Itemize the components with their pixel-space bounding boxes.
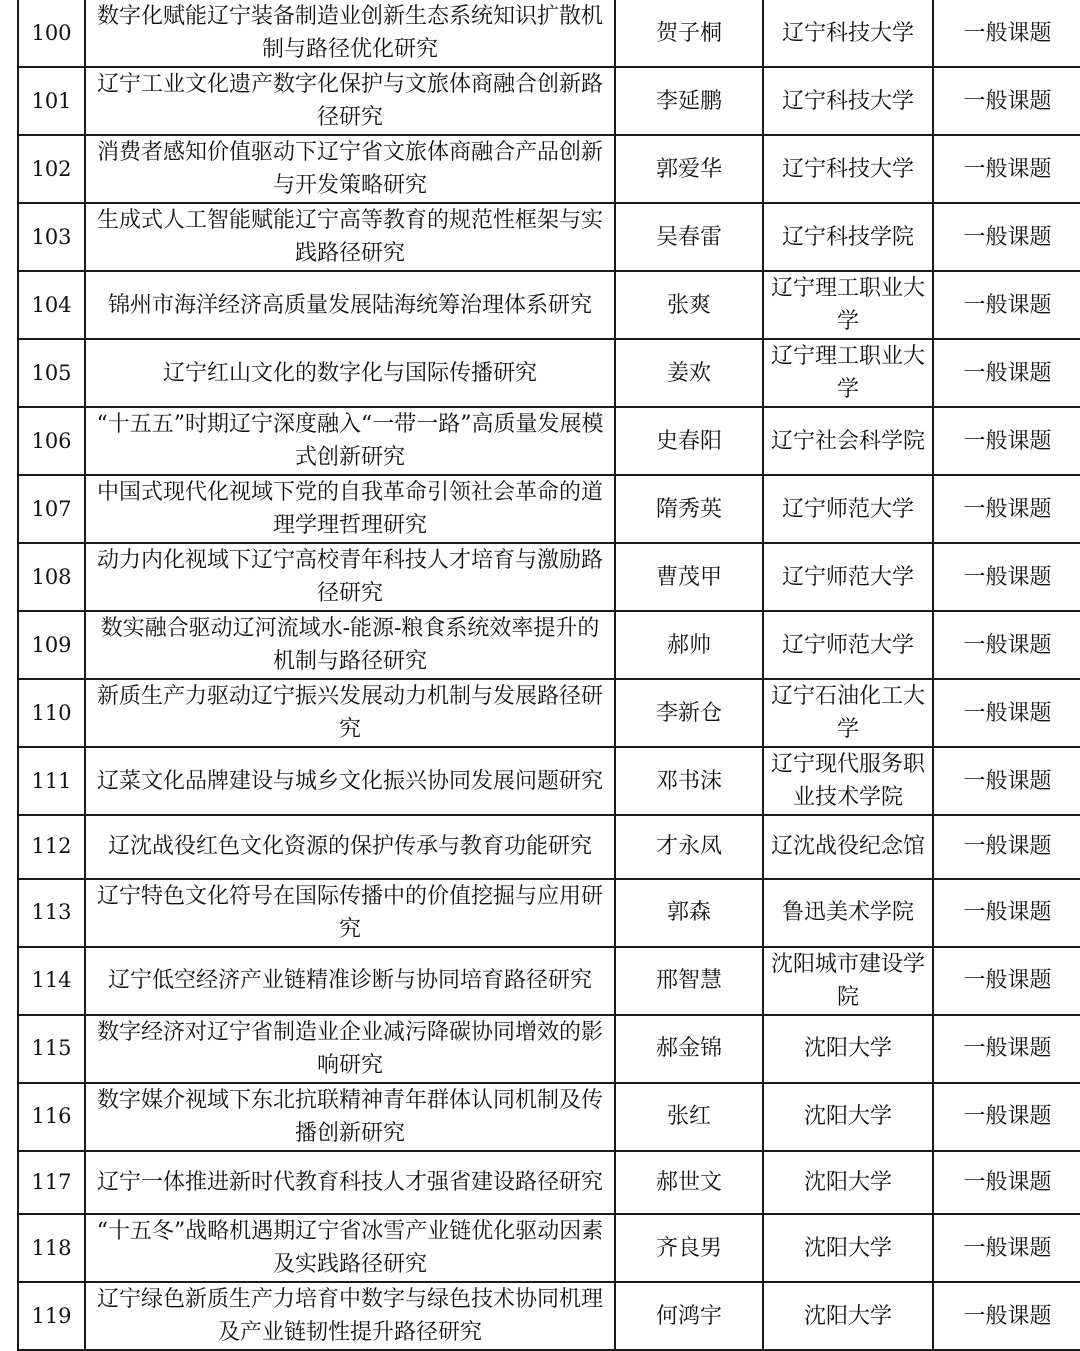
cell-number: 116 <box>18 1083 85 1151</box>
cell-leader-name: 史春阳 <box>615 407 763 475</box>
cell-number: 117 <box>18 1151 85 1215</box>
cell-number: 109 <box>18 611 85 679</box>
cell-institution: 辽宁理工职业大学 <box>763 339 933 407</box>
table-row <box>18 0 1080 67</box>
table-row <box>18 1282 1080 1350</box>
cell-number: 102 <box>18 135 85 203</box>
cell-number: 106 <box>18 407 85 475</box>
cell-leader-name: 吴春雷 <box>615 203 763 271</box>
cell-project-type: 一般课题 <box>933 1282 1080 1350</box>
cell-project-title: 数字经济对辽宁省制造业企业减污降碳协同增效的影响研究 <box>85 1015 615 1083</box>
cell-project-type: 一般课题 <box>933 747 1080 815</box>
cell-institution: 辽宁石油化工大学 <box>763 679 933 747</box>
cell-leader-name: 张红 <box>615 1083 763 1151</box>
cell-number: 107 <box>18 475 85 543</box>
table-row <box>18 475 1080 543</box>
cell-project-title: 辽菜文化品牌建设与城乡文化振兴协同发展问题研究 <box>85 747 615 815</box>
cell-leader-name: 贺子桐 <box>615 0 763 67</box>
cell-project-type: 一般课题 <box>933 879 1080 947</box>
cell-institution: 辽宁社会科学院 <box>763 407 933 475</box>
cell-institution: 辽沈战役纪念馆 <box>763 815 933 879</box>
table-row <box>18 1214 1080 1282</box>
cell-number: 108 <box>18 543 85 611</box>
cell-project-title: 辽宁低空经济产业链精准诊断与协同培育路径研究 <box>85 947 615 1015</box>
cell-project-type: 一般课题 <box>933 815 1080 879</box>
cell-institution: 辽宁师范大学 <box>763 475 933 543</box>
cell-project-title: 中国式现代化视域下党的自我革命引领社会革命的道理学理哲理研究 <box>85 475 615 543</box>
cell-project-type: 一般课题 <box>933 0 1080 67</box>
cell-number: 114 <box>18 947 85 1015</box>
cell-institution: 辽宁科技大学 <box>763 67 933 135</box>
cell-institution: 沈阳大学 <box>763 1015 933 1083</box>
cell-institution: 辽宁现代服务职业技术学院 <box>763 747 933 815</box>
cell-project-title: 辽宁特色文化符号在国际传播中的价值挖掘与应用研究 <box>85 879 615 947</box>
cell-project-title: 数字媒介视域下东北抗联精神青年群体认同机制及传播创新研究 <box>85 1083 615 1151</box>
cell-project-title: 辽宁工业文化遗产数字化保护与文旅体商融合创新路径研究 <box>85 67 615 135</box>
project-list-table-wrapper <box>17 0 1080 1351</box>
cell-institution: 辽宁科技大学 <box>763 135 933 203</box>
cell-institution: 辽宁理工职业大学 <box>763 271 933 339</box>
cell-project-type: 一般课题 <box>933 543 1080 611</box>
cell-project-title: 锦州市海洋经济高质量发展陆海统筹治理体系研究 <box>85 271 615 339</box>
cell-project-title: 辽沈战役红色文化资源的保护传承与教育功能研究 <box>85 815 615 879</box>
cell-project-title: “十五冬”战略机遇期辽宁省冰雪产业链优化驱动因素及实践路径研究 <box>85 1214 615 1282</box>
cell-institution: 沈阳大学 <box>763 1282 933 1350</box>
table-row <box>18 747 1080 815</box>
cell-project-type: 一般课题 <box>933 947 1080 1015</box>
cell-leader-name: 李延鹏 <box>615 67 763 135</box>
cell-project-type: 一般课题 <box>933 1083 1080 1151</box>
cell-leader-name: 姜欢 <box>615 339 763 407</box>
cell-leader-name: 张爽 <box>615 271 763 339</box>
table-row <box>18 1151 1080 1215</box>
table-row <box>18 1015 1080 1083</box>
cell-project-title: 数实融合驱动辽河流域水-能源-粮食系统效率提升的机制与路径研究 <box>85 611 615 679</box>
cell-project-title: 辽宁绿色新质生产力培育中数字与绿色技术协同机理及产业链韧性提升路径研究 <box>85 1282 615 1350</box>
cell-institution: 沈阳大学 <box>763 1151 933 1215</box>
cell-leader-name: 郝帅 <box>615 611 763 679</box>
cell-institution: 沈阳大学 <box>763 1214 933 1282</box>
table-row <box>18 879 1080 947</box>
cell-leader-name: 邢智慧 <box>615 947 763 1015</box>
cell-leader-name: 齐良男 <box>615 1214 763 1282</box>
cell-project-type: 一般课题 <box>933 1151 1080 1215</box>
cell-institution: 辽宁科技大学 <box>763 0 933 67</box>
cell-institution: 辽宁科技学院 <box>763 203 933 271</box>
cell-number: 104 <box>18 271 85 339</box>
cell-project-type: 一般课题 <box>933 135 1080 203</box>
table-row <box>18 543 1080 611</box>
cell-project-type: 一般课题 <box>933 1214 1080 1282</box>
cell-number: 113 <box>18 879 85 947</box>
table-row <box>18 271 1080 339</box>
cell-institution: 鲁迅美术学院 <box>763 879 933 947</box>
cell-leader-name: 邓书沫 <box>615 747 763 815</box>
table-row <box>18 611 1080 679</box>
cell-project-title: “十五五”时期辽宁深度融入“一带一路”高质量发展模式创新研究 <box>85 407 615 475</box>
cell-project-type: 一般课题 <box>933 679 1080 747</box>
cell-project-title: 生成式人工智能赋能辽宁高等教育的规范性框架与实践路径研究 <box>85 203 615 271</box>
cell-leader-name: 隋秀英 <box>615 475 763 543</box>
cell-number: 101 <box>18 67 85 135</box>
cell-leader-name: 郝金锦 <box>615 1015 763 1083</box>
cell-project-title: 消费者感知价值驱动下辽宁省文旅体商融合产品创新与开发策略研究 <box>85 135 615 203</box>
table-row <box>18 203 1080 271</box>
cell-project-type: 一般课题 <box>933 407 1080 475</box>
table-row <box>18 815 1080 879</box>
cell-leader-name: 曹茂甲 <box>615 543 763 611</box>
cell-number: 110 <box>18 679 85 747</box>
cell-number: 103 <box>18 203 85 271</box>
cell-project-type: 一般课题 <box>933 611 1080 679</box>
cell-number: 105 <box>18 339 85 407</box>
cell-leader-name: 郝世文 <box>615 1151 763 1215</box>
cell-project-type: 一般课题 <box>933 339 1080 407</box>
table-row <box>18 1083 1080 1151</box>
cell-project-title: 数字化赋能辽宁装备制造业创新生态系统知识扩散机制与路径优化研究 <box>85 0 615 67</box>
cell-project-type: 一般课题 <box>933 203 1080 271</box>
cell-institution: 沈阳大学 <box>763 1083 933 1151</box>
table-body <box>18 0 1080 1350</box>
table-row <box>18 407 1080 475</box>
project-list-table <box>17 0 1080 1351</box>
cell-leader-name: 李新仓 <box>615 679 763 747</box>
cell-project-title: 辽宁红山文化的数字化与国际传播研究 <box>85 339 615 407</box>
cell-institution: 辽宁师范大学 <box>763 611 933 679</box>
cell-number: 112 <box>18 815 85 879</box>
cell-institution: 辽宁师范大学 <box>763 543 933 611</box>
cell-project-type: 一般课题 <box>933 67 1080 135</box>
cell-leader-name: 才永凤 <box>615 815 763 879</box>
cell-leader-name: 何鸿宇 <box>615 1282 763 1350</box>
table-row <box>18 135 1080 203</box>
cell-number: 118 <box>18 1214 85 1282</box>
cell-project-title: 辽宁一体推进新时代教育科技人才强省建设路径研究 <box>85 1151 615 1215</box>
table-row <box>18 67 1080 135</box>
cell-number: 100 <box>18 0 85 67</box>
cell-leader-name: 郭森 <box>615 879 763 947</box>
table-row <box>18 339 1080 407</box>
cell-project-type: 一般课题 <box>933 1015 1080 1083</box>
cell-project-type: 一般课题 <box>933 475 1080 543</box>
cell-leader-name: 郭爱华 <box>615 135 763 203</box>
cell-project-type: 一般课题 <box>933 271 1080 339</box>
cell-number: 119 <box>18 1282 85 1350</box>
cell-number: 115 <box>18 1015 85 1083</box>
cell-project-title: 动力内化视域下辽宁高校青年科技人才培育与激励路径研究 <box>85 543 615 611</box>
table-row <box>18 947 1080 1015</box>
table-row <box>18 679 1080 747</box>
cell-number: 111 <box>18 747 85 815</box>
cell-project-title: 新质生产力驱动辽宁振兴发展动力机制与发展路径研究 <box>85 679 615 747</box>
cell-institution: 沈阳城市建设学院 <box>763 947 933 1015</box>
